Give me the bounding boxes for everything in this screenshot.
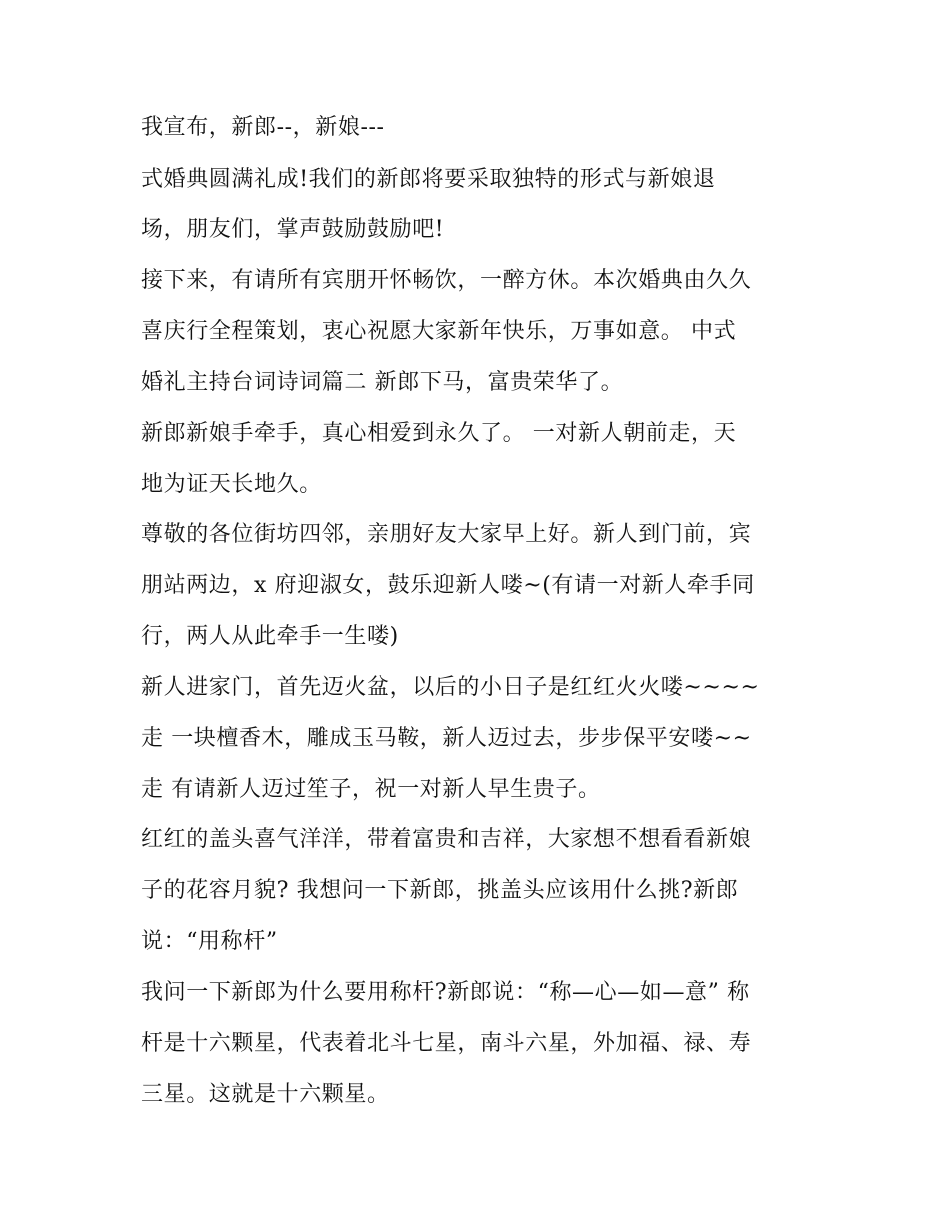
text-line: 走 一块檀香木，雕成玉马鞍，新人迈过去，步步保平安喽~~	[141, 726, 752, 751]
text-line: 红红的盖头喜气洋洋，带着富贵和吉祥，大家想不想看看新娘	[141, 827, 752, 852]
text-line: 行，两人从此牵手一生喽)	[141, 624, 399, 649]
text-line: 场，朋友们，掌声鼓励鼓励吧!	[141, 217, 445, 242]
text-line: 子的花容月貌? 我想问一下新郎，挑盖头应该用什么挑?新郎	[141, 878, 739, 903]
text-line: 地为证天长地久。	[141, 472, 322, 497]
text-line: 新郎新娘手牵手，真心相爱到永久了。 一对新人朝前走，天	[141, 421, 737, 446]
text-line: 杆是十六颗星，代表着北斗七星，南斗六星，外加福、禄、寿	[141, 1031, 752, 1056]
text-line: 婚礼主持台词诗词篇二 新郎下马，富贵荣华了。	[141, 370, 624, 395]
text-line: 说：“用称杆”	[141, 929, 278, 954]
text-line: 喜庆行全程策划，衷心祝愿大家新年快乐，万事如意。 中式	[141, 319, 737, 344]
text-line: 尊敬的各位街坊四邻，亲朋好友大家早上好。新人到门前，宾	[141, 522, 752, 547]
text-line: 新人进家门，首先迈火盆，以后的小日子是红红火火喽~~~~	[141, 675, 760, 700]
text-line: 朋站两边，x 府迎淑女，鼓乐迎新人喽~(有请一对新人牵手同	[141, 573, 755, 598]
text-line: 走 有请新人迈过笙子，祝一对新人早生贵子。	[141, 777, 601, 802]
text-line: 接下来，有请所有宾朋开怀畅饮，一醉方休。本次婚典由久久	[141, 268, 752, 293]
text-line: 我问一下新郎为什么要用称杆?新郎说：“称—心—如—意” 称	[141, 980, 750, 1005]
text-line: 式婚典圆满礼成!我们的新郎将要采取独特的形式与新娘退	[141, 167, 716, 192]
text-line: 我宣布，新郎--，新娘---	[141, 115, 385, 140]
text-line: 三星。这就是十六颗星。	[141, 1082, 390, 1107]
